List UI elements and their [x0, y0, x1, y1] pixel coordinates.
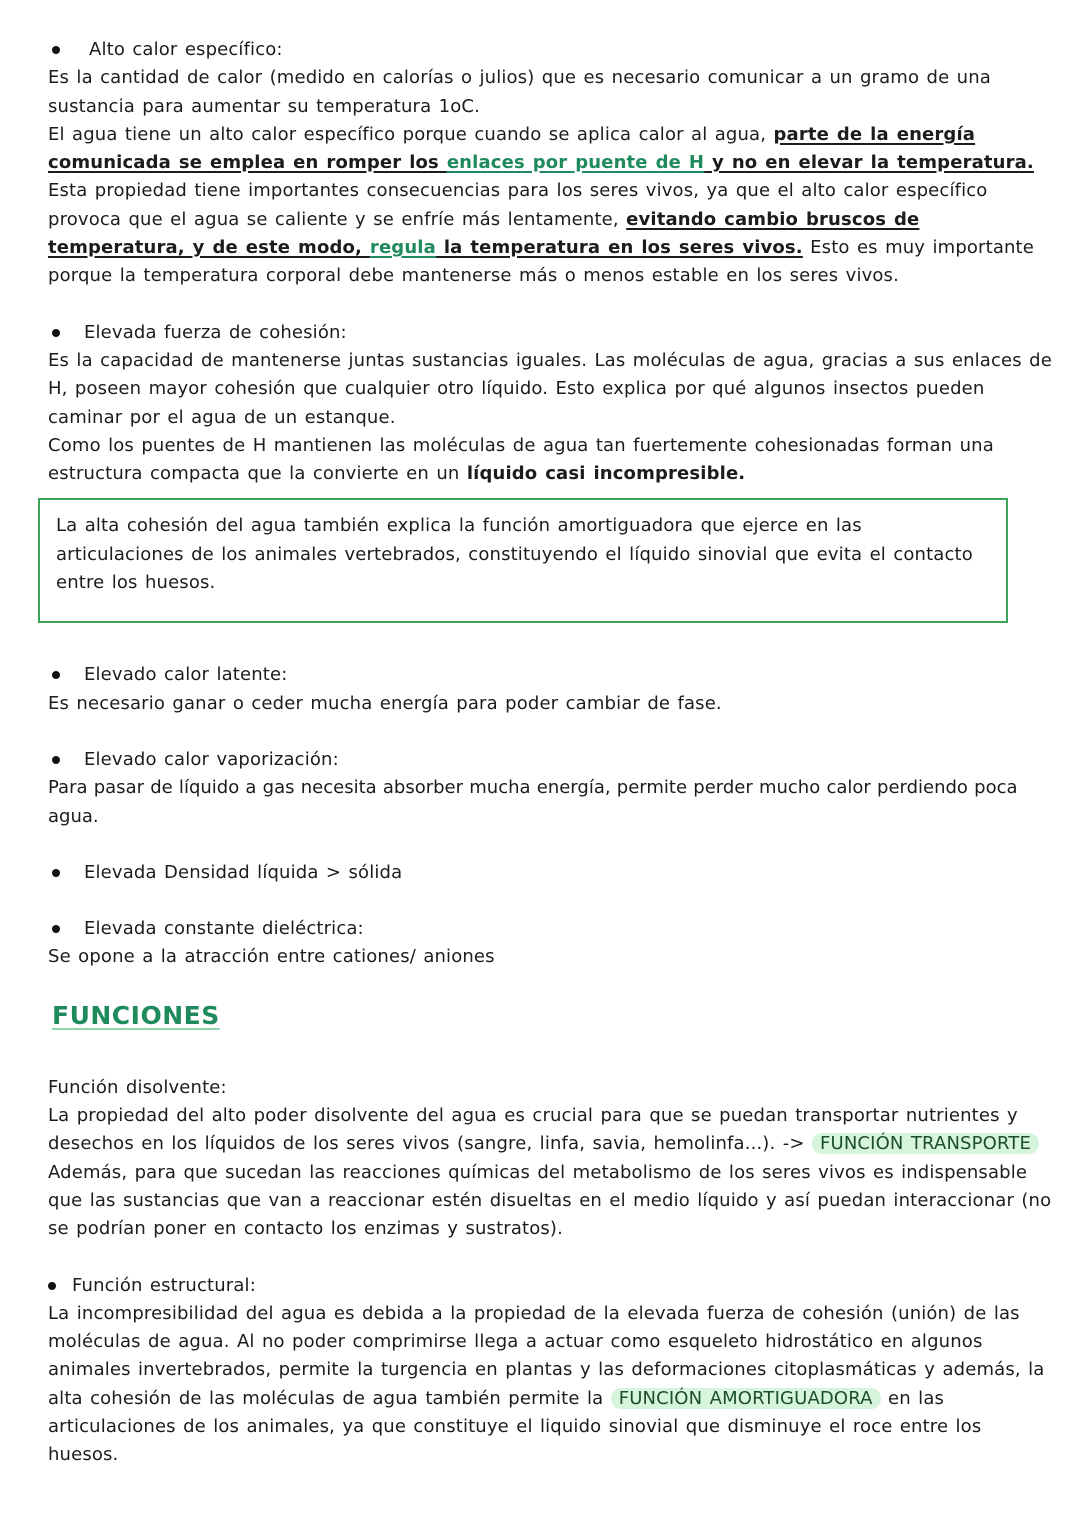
- alto-calor-explanation: [48, 121, 1058, 291]
- section-title-funciones: FUNCIONES: [52, 1000, 220, 1030]
- dielectrica-text: Se opone a la atracción entre cationes/ aniones: [48, 946, 495, 968]
- text-span: La propiedad del alto poder disolvente del agua es crucial para que se puedan transportar nutrientes y desechos en los líquidos de los seres vivos (sangre, linfa, savia, hemolinfa...). ->: [48, 1105, 1018, 1155]
- underlined-text: evitando cambio bruscos de temperatura, y de este modo,: [48, 208, 920, 259]
- alto-calor-definition: Es la cantidad de calor (medido en calorías o julios) que es necesario comunicar a un gramo de una sustancia para aumentar su temperatura 1oC.: [48, 67, 991, 117]
- vaporizacion-heading: [48, 746, 1058, 774]
- underlined-text: la temperatura en los seres vivos.: [435, 237, 803, 259]
- green-underlined-text: enlaces por puente de H: [446, 152, 705, 174]
- cohesion-heading: [48, 319, 1058, 347]
- green-underlined-text: regula: [369, 237, 436, 259]
- disolvente-title: Función disolvente:: [48, 1076, 227, 1098]
- text-span: El agua tiene un alto calor específico porque cuando se aplica calor al agua,: [48, 123, 774, 145]
- densidad-heading: [48, 859, 1058, 887]
- cohesion-title: Elevada fuerza de cohesión:: [84, 321, 347, 343]
- text-span: La incompresibilidad del agua es debida a la propiedad de la elevada fuerza de cohesión (unión) de las moléculas de agua. Al no poder comprimirse llega a actuar como esqueleto hidrostático en algunos animales invertebrados, permite la turgencia en plantas y las deformaciones citoplasmáticas y además, la alta cohesión de las moléculas de agua también permite la: [48, 1302, 1045, 1409]
- bullet-icon: [52, 46, 60, 54]
- latente-title: Elevado calor latente:: [84, 664, 288, 686]
- bullet-icon: [52, 756, 60, 764]
- cohesion-explanation: [48, 432, 1058, 489]
- bullet-icon: [48, 1282, 56, 1290]
- text-span: Como los puentes de H mantienen las moléculas de agua tan fuertemente cohesionadas forman una estructura compacta que la convierte en un: [48, 434, 994, 485]
- highlight-transporte: FUNCIÓN TRANSPORTE: [812, 1133, 1039, 1154]
- estructural-text: [48, 1300, 1058, 1470]
- disolvente-text-2: Además, para que sucedan las reacciones químicas del metabolismo de los seres vivos es indispensable que las sustancias que van a reaccionar estén disueltas en el medio líquido y así puedan interaccionar (no se podrían poner en contacto los enzimas y sustratos).: [48, 1161, 1052, 1240]
- underlined-text: y no en elevar la temperatura.: [704, 152, 1034, 174]
- estructural-title: Función estructural:: [72, 1274, 256, 1296]
- alto-calor-title: Alto calor específico:: [89, 39, 283, 60]
- highlight-box-text: La alta cohesión del agua también explica la función amortiguadora que ejerce en las articulaciones de los animales vertebrados, constituyendo el líquido sinovial que evita el contacto entre los huesos.: [56, 515, 973, 594]
- text-span: Esta propiedad tiene importantes consecuencias para los seres vivos, ya que el alto calor específico provoca que el agua se caliente y se enfríe más lentamente,: [48, 180, 988, 230]
- bullet-icon: [52, 671, 60, 679]
- latente-heading: [48, 661, 1058, 689]
- vaporizacion-text: Para pasar de líquido a gas necesita absorber mucha energía, permite perder mucho calor perdiendo poca agua.: [48, 777, 1018, 827]
- bullet-icon: [52, 329, 60, 337]
- text-span: en las articulaciones de los animales, ya que constituye el liquido sinovial que disminuye el roce entre los huesos.: [48, 1387, 982, 1466]
- dielectrica-heading: [48, 915, 1058, 943]
- cohesion-definition: Es la capacidad de mantenerse juntas sustancias iguales. Las moléculas de agua, gracias a sus enlaces de H, poseen mayor cohesión que cualquier otro líquido. Esto explica por qué algunos insectos pueden caminar por el agua de un estanque.: [48, 349, 1052, 428]
- bullet-icon: [52, 925, 60, 933]
- latente-text: Es necesario ganar o ceder mucha energía para poder cambiar de fase.: [48, 692, 722, 714]
- dielectrica-title: Elevada constante dieléctrica:: [84, 918, 364, 940]
- densidad-title: Elevada Densidad líquida > sólida: [84, 861, 403, 883]
- highlight-amortiguadora: FUNCIÓN AMORTIGUADORA: [611, 1388, 881, 1409]
- bullet-icon: [52, 869, 60, 877]
- alto-calor-heading: [48, 36, 1058, 64]
- vaporizacion-title: Elevado calor vaporización:: [84, 748, 339, 770]
- highlight-box: [38, 498, 1008, 623]
- text-span: Esto es muy importante porque la temperatura corporal debe mantenerse más o menos estable en los seres vivos.: [48, 237, 1034, 287]
- estructural-heading: [48, 1272, 1058, 1300]
- underlined-text: parte de la energía comunicada se emplea en romper los: [48, 123, 976, 174]
- disolvente-text: [48, 1102, 1058, 1159]
- document-page: [48, 36, 1058, 1470]
- bold-text: líquido casi incompresible.: [466, 463, 746, 485]
